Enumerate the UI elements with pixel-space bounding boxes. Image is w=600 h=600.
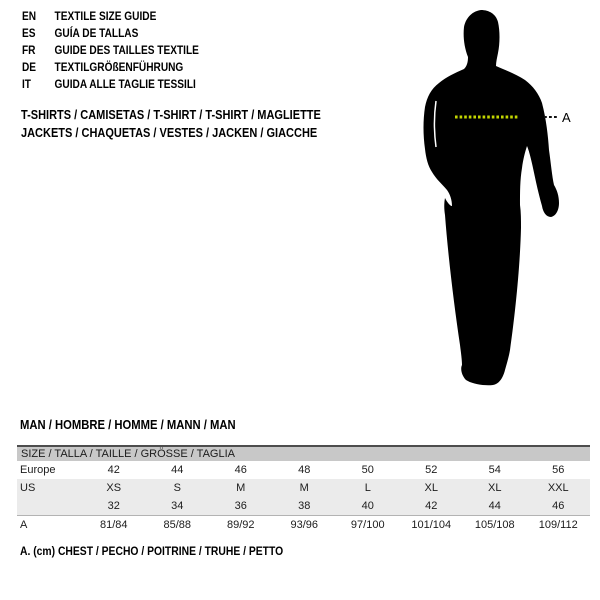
category-lines (21, 106, 321, 142)
size-cell: 42 (107, 464, 120, 476)
row-label (17, 497, 82, 515)
language-code: ES (22, 28, 36, 40)
language-label: GUIDE DES TAILLES TEXTILE (54, 45, 199, 57)
size-cell: XL (424, 482, 438, 494)
category-line-tshirts: T-SHIRTS / CAMISETAS / T-SHIRT / T-SHIRT / MAGLIETTE (21, 108, 321, 122)
size-cell: XXL (547, 482, 569, 494)
size-cell: 38 (298, 500, 311, 512)
size-cell: XL (488, 482, 502, 494)
language-label: TEXTILGRÖßENFÜHRUNG (54, 62, 184, 74)
language-label: TEXTILE SIZE GUIDE (54, 11, 157, 23)
measure-label-a: A (562, 110, 571, 125)
size-cell: 46 (552, 500, 565, 512)
size-cell: L (364, 482, 371, 494)
table-row-chest (17, 515, 590, 534)
language-code: DE (22, 62, 37, 74)
size-cell: 89/92 (226, 519, 255, 531)
language-row (22, 60, 199, 77)
size-cell: 54 (488, 464, 501, 476)
size-cell: XS (106, 482, 122, 494)
man-figure (410, 0, 600, 400)
category-line-jackets: JACKETS / CHAQUETAS / VESTES / JACKEN / GIACCHE (21, 126, 318, 140)
size-table (17, 445, 590, 534)
table-row-europe (17, 461, 590, 479)
size-table-header: SIZE / TALLA / TAILLE / GRÖSSE / TAGLIA (17, 445, 590, 461)
language-label: GUIDA ALLE TAGLIE TESSILI (54, 79, 196, 91)
language-row (22, 9, 199, 26)
size-cell: 44 (171, 464, 184, 476)
size-cell: 97/100 (350, 519, 385, 531)
language-label: GUÍA DE TALLAS (54, 28, 139, 40)
size-cell: 109/112 (538, 519, 578, 531)
size-cell: S (173, 482, 181, 494)
language-row (22, 43, 199, 60)
row-label: US (20, 482, 36, 494)
size-cell: 85/88 (163, 519, 192, 531)
size-cell: 93/96 (290, 519, 319, 531)
size-cell: M (236, 482, 246, 494)
size-cell: 101/104 (411, 519, 452, 531)
table-row-numeric (17, 497, 590, 515)
size-cell: 56 (552, 464, 565, 476)
row-label: A (20, 519, 28, 531)
size-cell: 42 (425, 500, 438, 512)
size-cell: 105/108 (474, 519, 515, 531)
size-cell: 81/84 (99, 519, 128, 531)
size-cell: 32 (107, 500, 120, 512)
size-cell: 50 (361, 464, 374, 476)
language-code: IT (22, 79, 32, 91)
size-cell: 48 (298, 464, 311, 476)
size-cell: 52 (425, 464, 438, 476)
size-cell: 44 (488, 500, 501, 512)
row-label: Europe (20, 464, 56, 476)
language-code: FR (22, 45, 36, 57)
language-row (22, 26, 199, 43)
footnote: A. (cm) CHEST / PECHO / POITRINE / TRUHE / PETTO (20, 546, 284, 558)
size-cell: 34 (171, 500, 184, 512)
size-cell: 40 (361, 500, 374, 512)
size-cell: 36 (234, 500, 247, 512)
language-row (22, 77, 199, 94)
size-cell: 46 (234, 464, 247, 476)
table-row-us (17, 479, 590, 497)
size-cell: M (299, 482, 309, 494)
language-code: EN (22, 11, 37, 23)
language-list (22, 9, 199, 94)
section-title: MAN / HOMBRE / HOMME / MANN / MAN (20, 418, 236, 432)
